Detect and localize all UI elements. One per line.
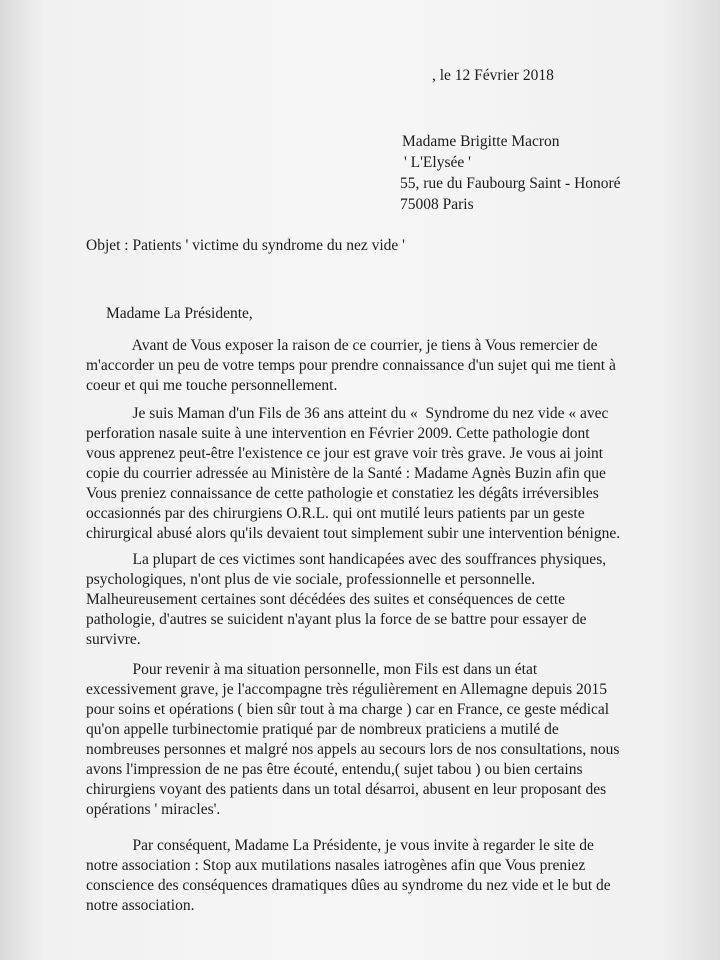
paragraph-line: opérations ' miracles'. [86,801,221,818]
paragraph-line: notre association : Stop aux mutilations nasales iatrogènes afin que Vous preniez [86,857,586,874]
recipient-building: ' L'Elysée ' [404,154,471,171]
recipient-street: 55, rue du Faubourg Saint - Honoré [400,175,621,192]
paragraph-1 [86,336,656,396]
paragraph-line: Pour revenir à ma situation personnelle, mon Fils est dans un état [86,661,538,678]
paragraph-line: Par conséquent, Madame La Présidente, je vous invite à regarder le site de [86,837,594,854]
paragraph-line: copie du courrier adressée au Ministère de la Santé : Madame Agnès Buzin afin que [86,465,606,482]
paragraph-5 [86,836,656,916]
recipient-name: Madame Brigitte Macron [402,133,560,150]
paragraph-line: excessivement grave, je l'accompagne très régulièrement en Allemagne depuis 2015 [86,681,607,698]
paragraph-line: perforation nasale suite à une intervention en Février 2009. Cette pathologie dont [86,425,590,442]
paragraph-line: nombreuses personnes et malgré nos appels au secours lors de nos consultations, nous [86,741,620,758]
paragraph-line: Malheureusement certaines sont décédées des suites et conséquences de cette [86,591,566,608]
paragraph-line: notre association. [86,897,195,914]
recipient-address [402,132,621,216]
paragraph-line: coeur et qui me touche personnellement. [86,377,338,394]
paragraph-line: survivre. [86,631,141,648]
letter-subject: Objet : Patients ' victime du syndrome du nez vide ' [86,237,405,254]
paragraph-line: Avant de Vous exposer la raison de ce courrier, je tiens à Vous remercier de [86,337,598,354]
paragraph-4 [86,660,656,820]
paragraph-line: m'accorder un peu de votre temps pour prendre connaissance d'un sujet qui me tient à [86,357,616,374]
paragraph-2 [86,404,656,544]
paragraph-line: vous apprenez peut-être l'existence ce jour est grave voir très grave. Je vous ai joint [86,445,604,462]
paragraph-line: Je suis Maman d'un Fils de 36 ans atteint du « Syndrome du nez vide « avec [86,405,609,422]
paragraph-line: chirurgical abusé alors qu'ils devaient tout simplement subir une intervention bénigne. [86,525,621,542]
paragraph-line: La plupart de ces victimes sont handicapées avec des souffrances physiques, [86,551,607,568]
paragraph-line: pour soins et opérations ( bien sûr tout à ma charge ) car en France, ce geste médical [86,701,610,718]
paragraph-line: conscience des conséquences dramatiques dûes au syndrome du nez vide et le but de [86,877,611,894]
paragraph-line: avons l'impression de ne pas être écouté, entendu,( sujet tabou ) ou bien certains [86,761,583,778]
paragraph-line: chirurgiens voyant des patients dans un total désarroi, abusent en leur proposant des [86,781,607,798]
letter-date: , le 12 Février 2018 [432,67,554,84]
paragraph-line: occasionnés par des chirurgiens O.R.L. qui ont mutilé leurs patients par un geste [86,505,585,522]
paragraph-line: Vous preniez connaissance de cette pathologie et constatiez les dégâts irréversibles [86,485,599,502]
letter-salutation: Madame La Présidente, [106,305,253,322]
paragraph-line: pathologie, d'autres se suicident n'ayant plus la force de se battre pour essayer de [86,611,587,628]
recipient-city: 75008 Paris [400,196,474,213]
paragraph-line: qu'on appelle turbinectomie pratiqué par de nombreux praticiens a mutilé de [86,721,559,738]
paragraph-3 [86,550,656,650]
paragraph-line: psychologiques, n'ont plus de vie sociale, professionnelle et personnelle. [86,571,536,588]
